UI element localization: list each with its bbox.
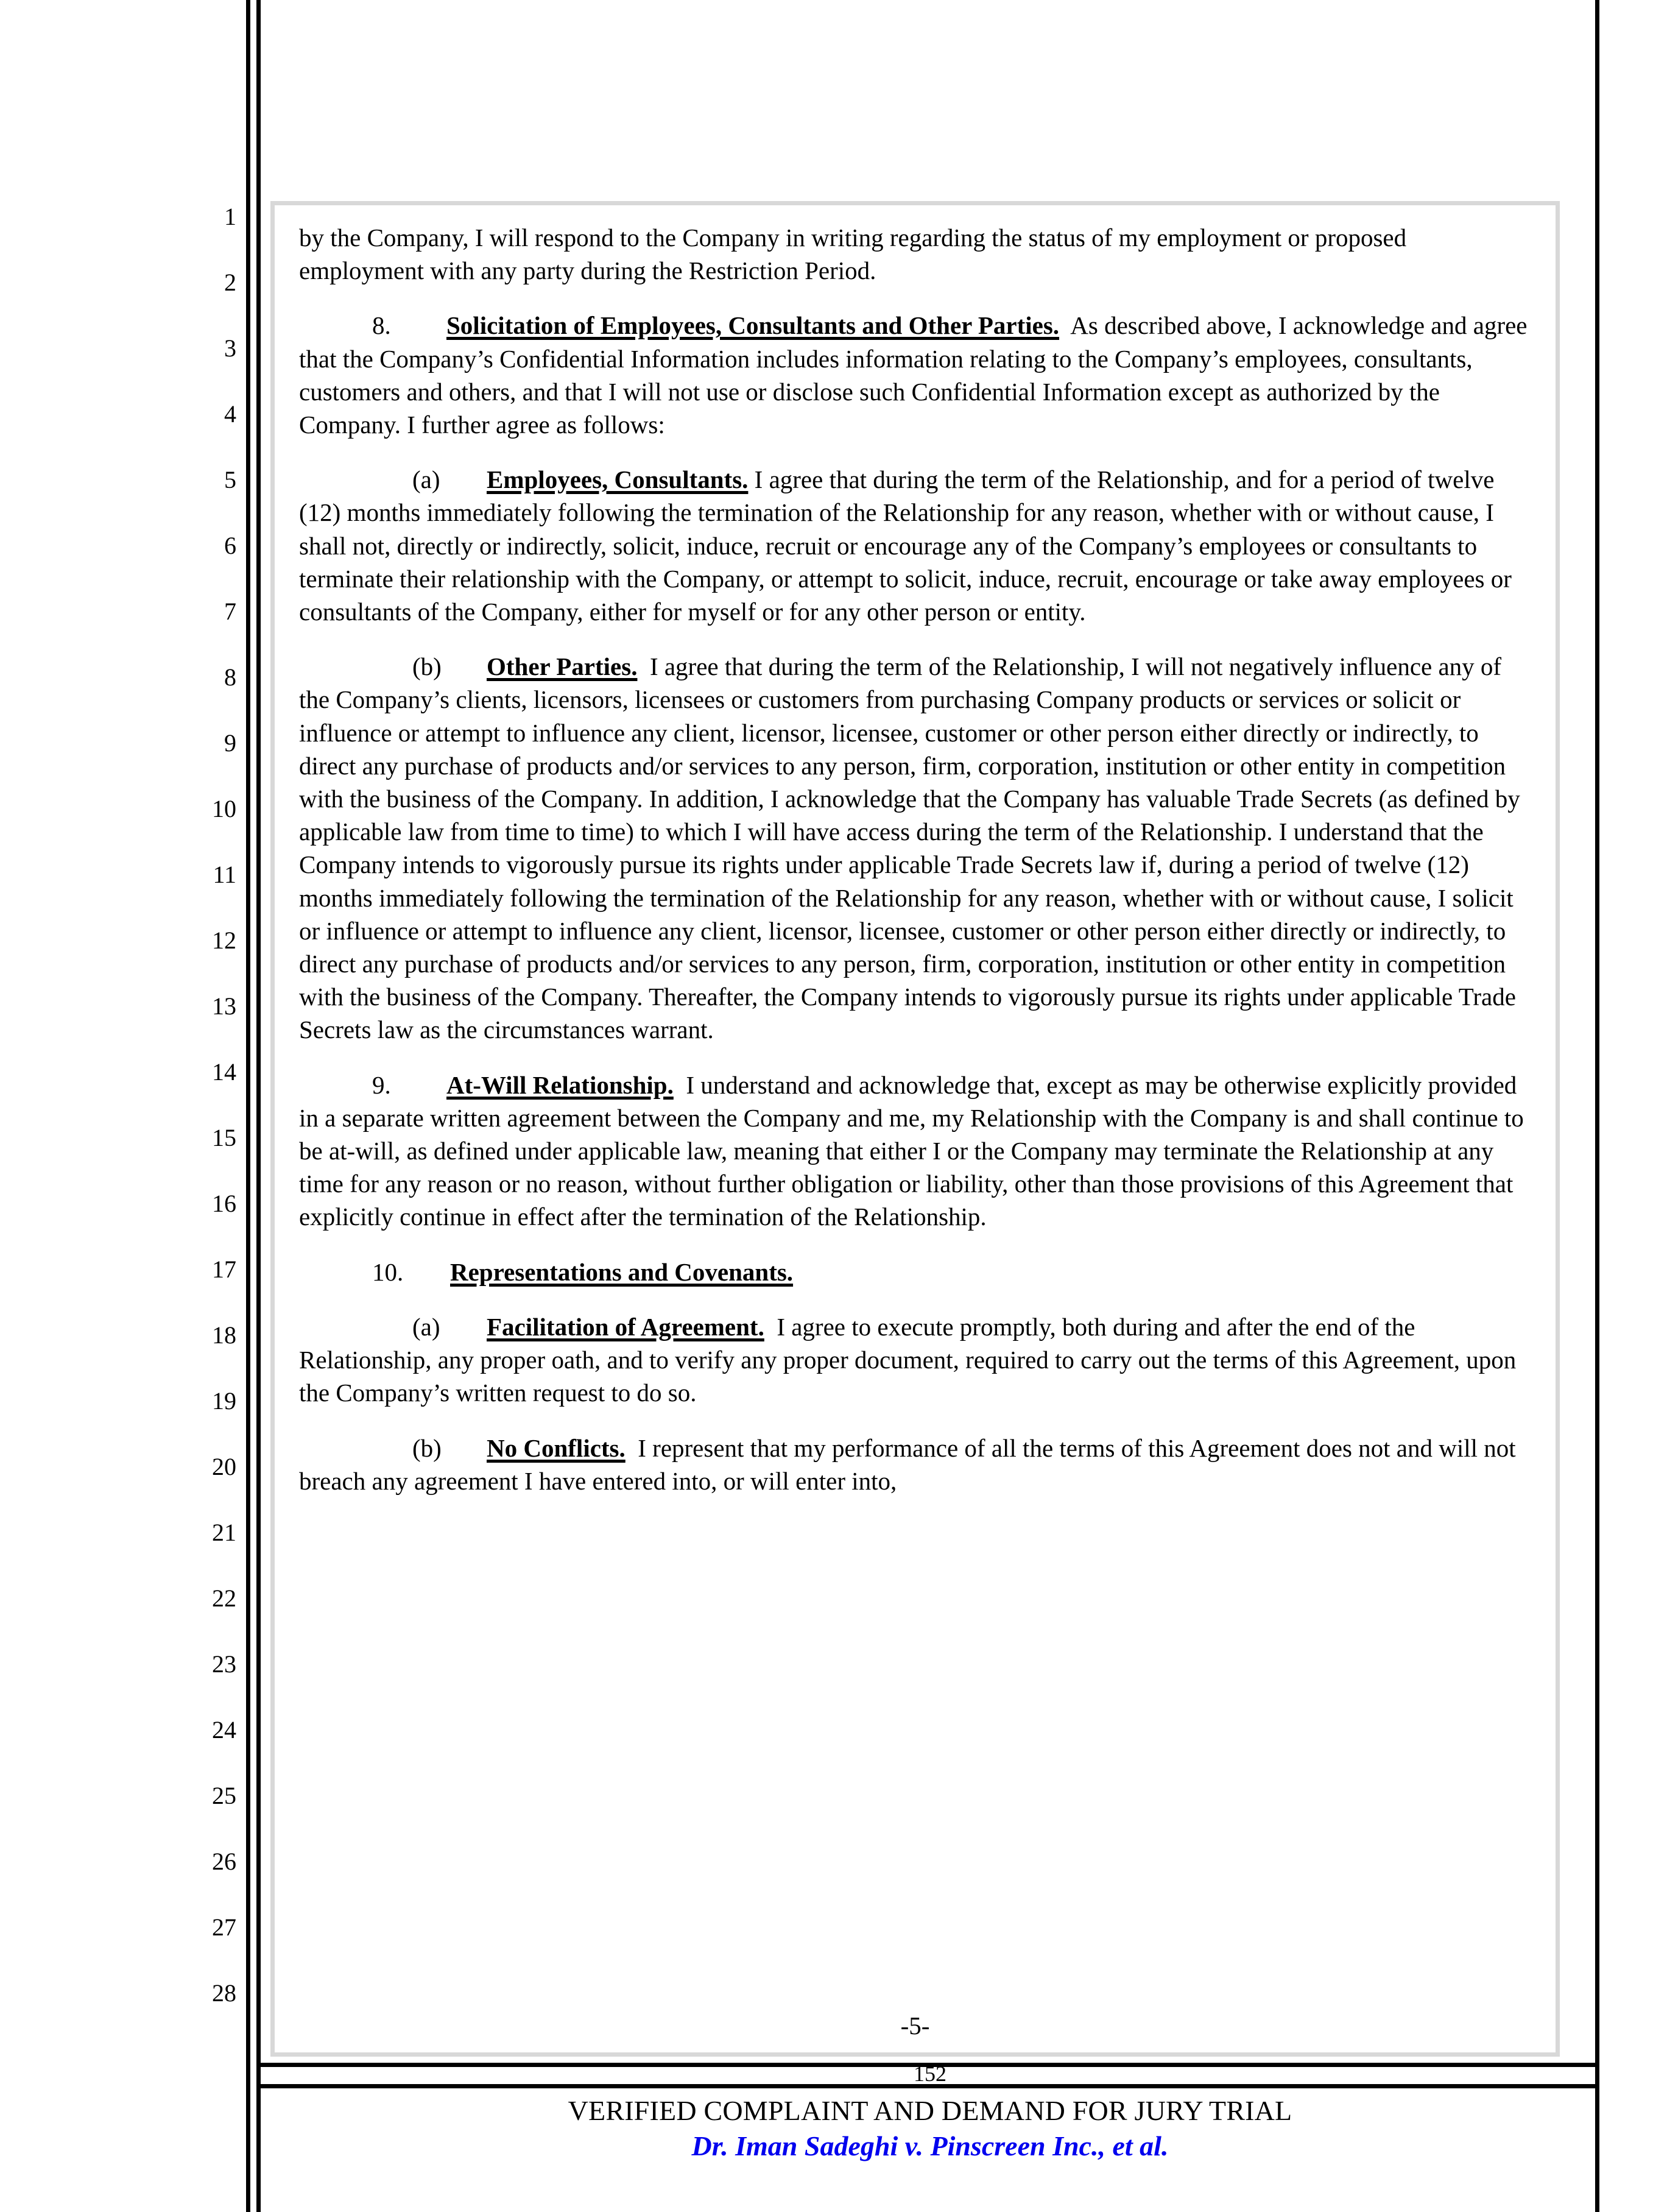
line-number: 16 xyxy=(212,1190,236,1217)
line-number: 18 xyxy=(212,1321,236,1349)
line-number: 15 xyxy=(212,1124,236,1151)
line-number: 11 xyxy=(213,861,236,888)
section-8b xyxy=(299,650,1534,1046)
section-8a xyxy=(299,463,1534,628)
section-10b-heading: No Conflicts. xyxy=(487,1433,626,1462)
line-number: 4 xyxy=(224,400,236,428)
line-number: 22 xyxy=(212,1585,236,1612)
section-8-text: As described above, I acknowledge and agree that the Company’s Confidential Information includes information relating to the Company’s employees, consultants, customers and others, and that I will not use or disclose such Confidential Information except as authorized by the Company. I further agree as follows: xyxy=(299,311,1528,439)
section-10a xyxy=(299,1310,1534,1410)
section-9-text: I understand and acknowledge that, except as may be otherwise explicitly provided in a separate written agreement between the Company and me, my Relationship with the Company is and shall continue to be at-will, as defined under applicable law, meaning that either I or the Company may terminate the Relationship at any time for any reason or no reason, without further obligation or liability, other than those provisions of this Agreement that explicitly continue in effect after the termination of the Relationship. xyxy=(299,1070,1524,1231)
section-8b-label: (b) xyxy=(412,652,442,681)
section-10a-heading: Facilitation of Agreement. xyxy=(487,1312,764,1341)
section-9-number: 9. xyxy=(372,1070,391,1099)
line-number: 5 xyxy=(224,466,236,493)
section-10a-label: (a) xyxy=(412,1312,440,1341)
line-number: 9 xyxy=(224,729,236,757)
footer-rule-bottom xyxy=(261,2084,1599,2088)
line-number: 8 xyxy=(224,663,236,691)
line-number: 25 xyxy=(212,1782,236,1809)
line-number: 20 xyxy=(212,1453,236,1480)
page-number: -5- xyxy=(900,2012,930,2040)
pleading-rule-left-outer xyxy=(246,0,250,2212)
page-footer xyxy=(261,2063,1599,2164)
line-number: 10 xyxy=(212,795,236,822)
line-number-gutter xyxy=(146,205,236,2047)
section-9 xyxy=(299,1069,1534,1234)
footer-case-caption: Dr. Iman Sadeghi v. Pinscreen Inc., et al. xyxy=(691,2130,1169,2161)
line-number: 13 xyxy=(212,992,236,1020)
line-number: 2 xyxy=(224,269,236,296)
document-body xyxy=(299,221,1534,1497)
line-number: 26 xyxy=(212,1848,236,1875)
section-10b xyxy=(299,1432,1534,1497)
section-10b-label: (b) xyxy=(412,1433,442,1462)
line-number: 7 xyxy=(224,598,236,625)
line-number: 17 xyxy=(212,1256,236,1283)
section-9-heading: At-Will Relationship. xyxy=(446,1070,674,1099)
section-8-number: 8. xyxy=(372,311,391,340)
exhibit-page-stamp: 152 xyxy=(914,2063,946,2084)
section-10-heading: Representations and Covenants. xyxy=(450,1257,794,1286)
line-number: 27 xyxy=(212,1913,236,1941)
line-number: 1 xyxy=(224,203,236,230)
pleading-rule-right xyxy=(1595,0,1599,2212)
section-10 xyxy=(299,1256,1534,1288)
line-number: 19 xyxy=(212,1387,236,1415)
line-number: 21 xyxy=(212,1519,236,1546)
paragraph-continuation xyxy=(299,221,1534,287)
paragraph-continuation-text: by the Company, I will respond to the Company in writing regarding the status of my employment or proposed employment with any party during the Restriction Period. xyxy=(299,224,1407,285)
section-8a-text: I agree that during the term of the Relationship, and for a period of twelve (12) months immediately following the termination of the Relationship for any reason, whether with or without cause, I shall not, directly or indirectly, solicit, induce, recruit or encourage any of the Company’s employees or consultants to terminate their relationship with the Company, or attempt to solicit, induce, recruit, encourage or take away employees or consultants of the Company, either for myself or for any other person or entity. xyxy=(299,465,1512,626)
section-10-number: 10. xyxy=(372,1257,404,1286)
line-number: 14 xyxy=(212,1058,236,1086)
line-number: 6 xyxy=(224,532,236,559)
line-number: 28 xyxy=(212,1979,236,2007)
section-8a-heading: Employees, Consultants. xyxy=(487,465,749,494)
footer-document-title: VERIFIED COMPLAINT AND DEMAND FOR JURY TRIAL xyxy=(568,2095,1292,2126)
document-content-area xyxy=(270,201,1560,2057)
section-8-heading: Solicitation of Employees, Consultants and Other Parties. xyxy=(446,311,1060,340)
section-10a-text: I agree to execute promptly, both during and after the end of the Relationship, any proper oath, and to verify any proper document, required to carry out the terms of this Agreement, upon the Company’s written request to do so. xyxy=(299,1312,1517,1407)
section-8b-heading: Other Parties. xyxy=(487,652,638,681)
line-number: 23 xyxy=(212,1650,236,1678)
line-number: 3 xyxy=(224,334,236,362)
section-8 xyxy=(299,309,1534,441)
pleading-rule-left-inner xyxy=(256,0,261,2212)
section-10b-text: I represent that my performance of all the terms of this Agreement does not and will not breach any agreement I have entered into, or will enter into, xyxy=(299,1433,1516,1495)
line-number: 12 xyxy=(212,927,236,954)
line-number: 24 xyxy=(212,1716,236,1744)
section-8b-text: I agree that during the term of the Relationship, I will not negatively influence any of the Company’s clients, licensors, licensees or customers from purchasing Company products or services or solicit or influence or attempt to influence any client, licensor, licensee, customer or other person either directly or indirectly, to direct any purchase of products and/or services to any person, firm, corporation, institution or other entity in competition with the business of the Company. In addition, I acknowledge that the Company has valuable Trade Secrets (as defined by applicable law from time to time) to which I will have access during the term of the Relationship. I understand that the Company intends to vigorously pursue its rights under applicable Trade Secrets law if, during a period of twelve (12) months immediately following the termination of the Relationship for any reason, whether with or without cause, I solicit or influence or attempt to influence any client, licensor, licensee, customer or other person either directly or indirectly, to direct any purchase of products and/or services to any person, firm, corporation, institution or other entity in competition with the business of the Company. Thereafter, the Company intends to vigorously pursue its rights under applicable Trade Secrets law as the circumstances warrant. xyxy=(299,652,1520,1044)
section-8a-label: (a) xyxy=(412,465,440,494)
